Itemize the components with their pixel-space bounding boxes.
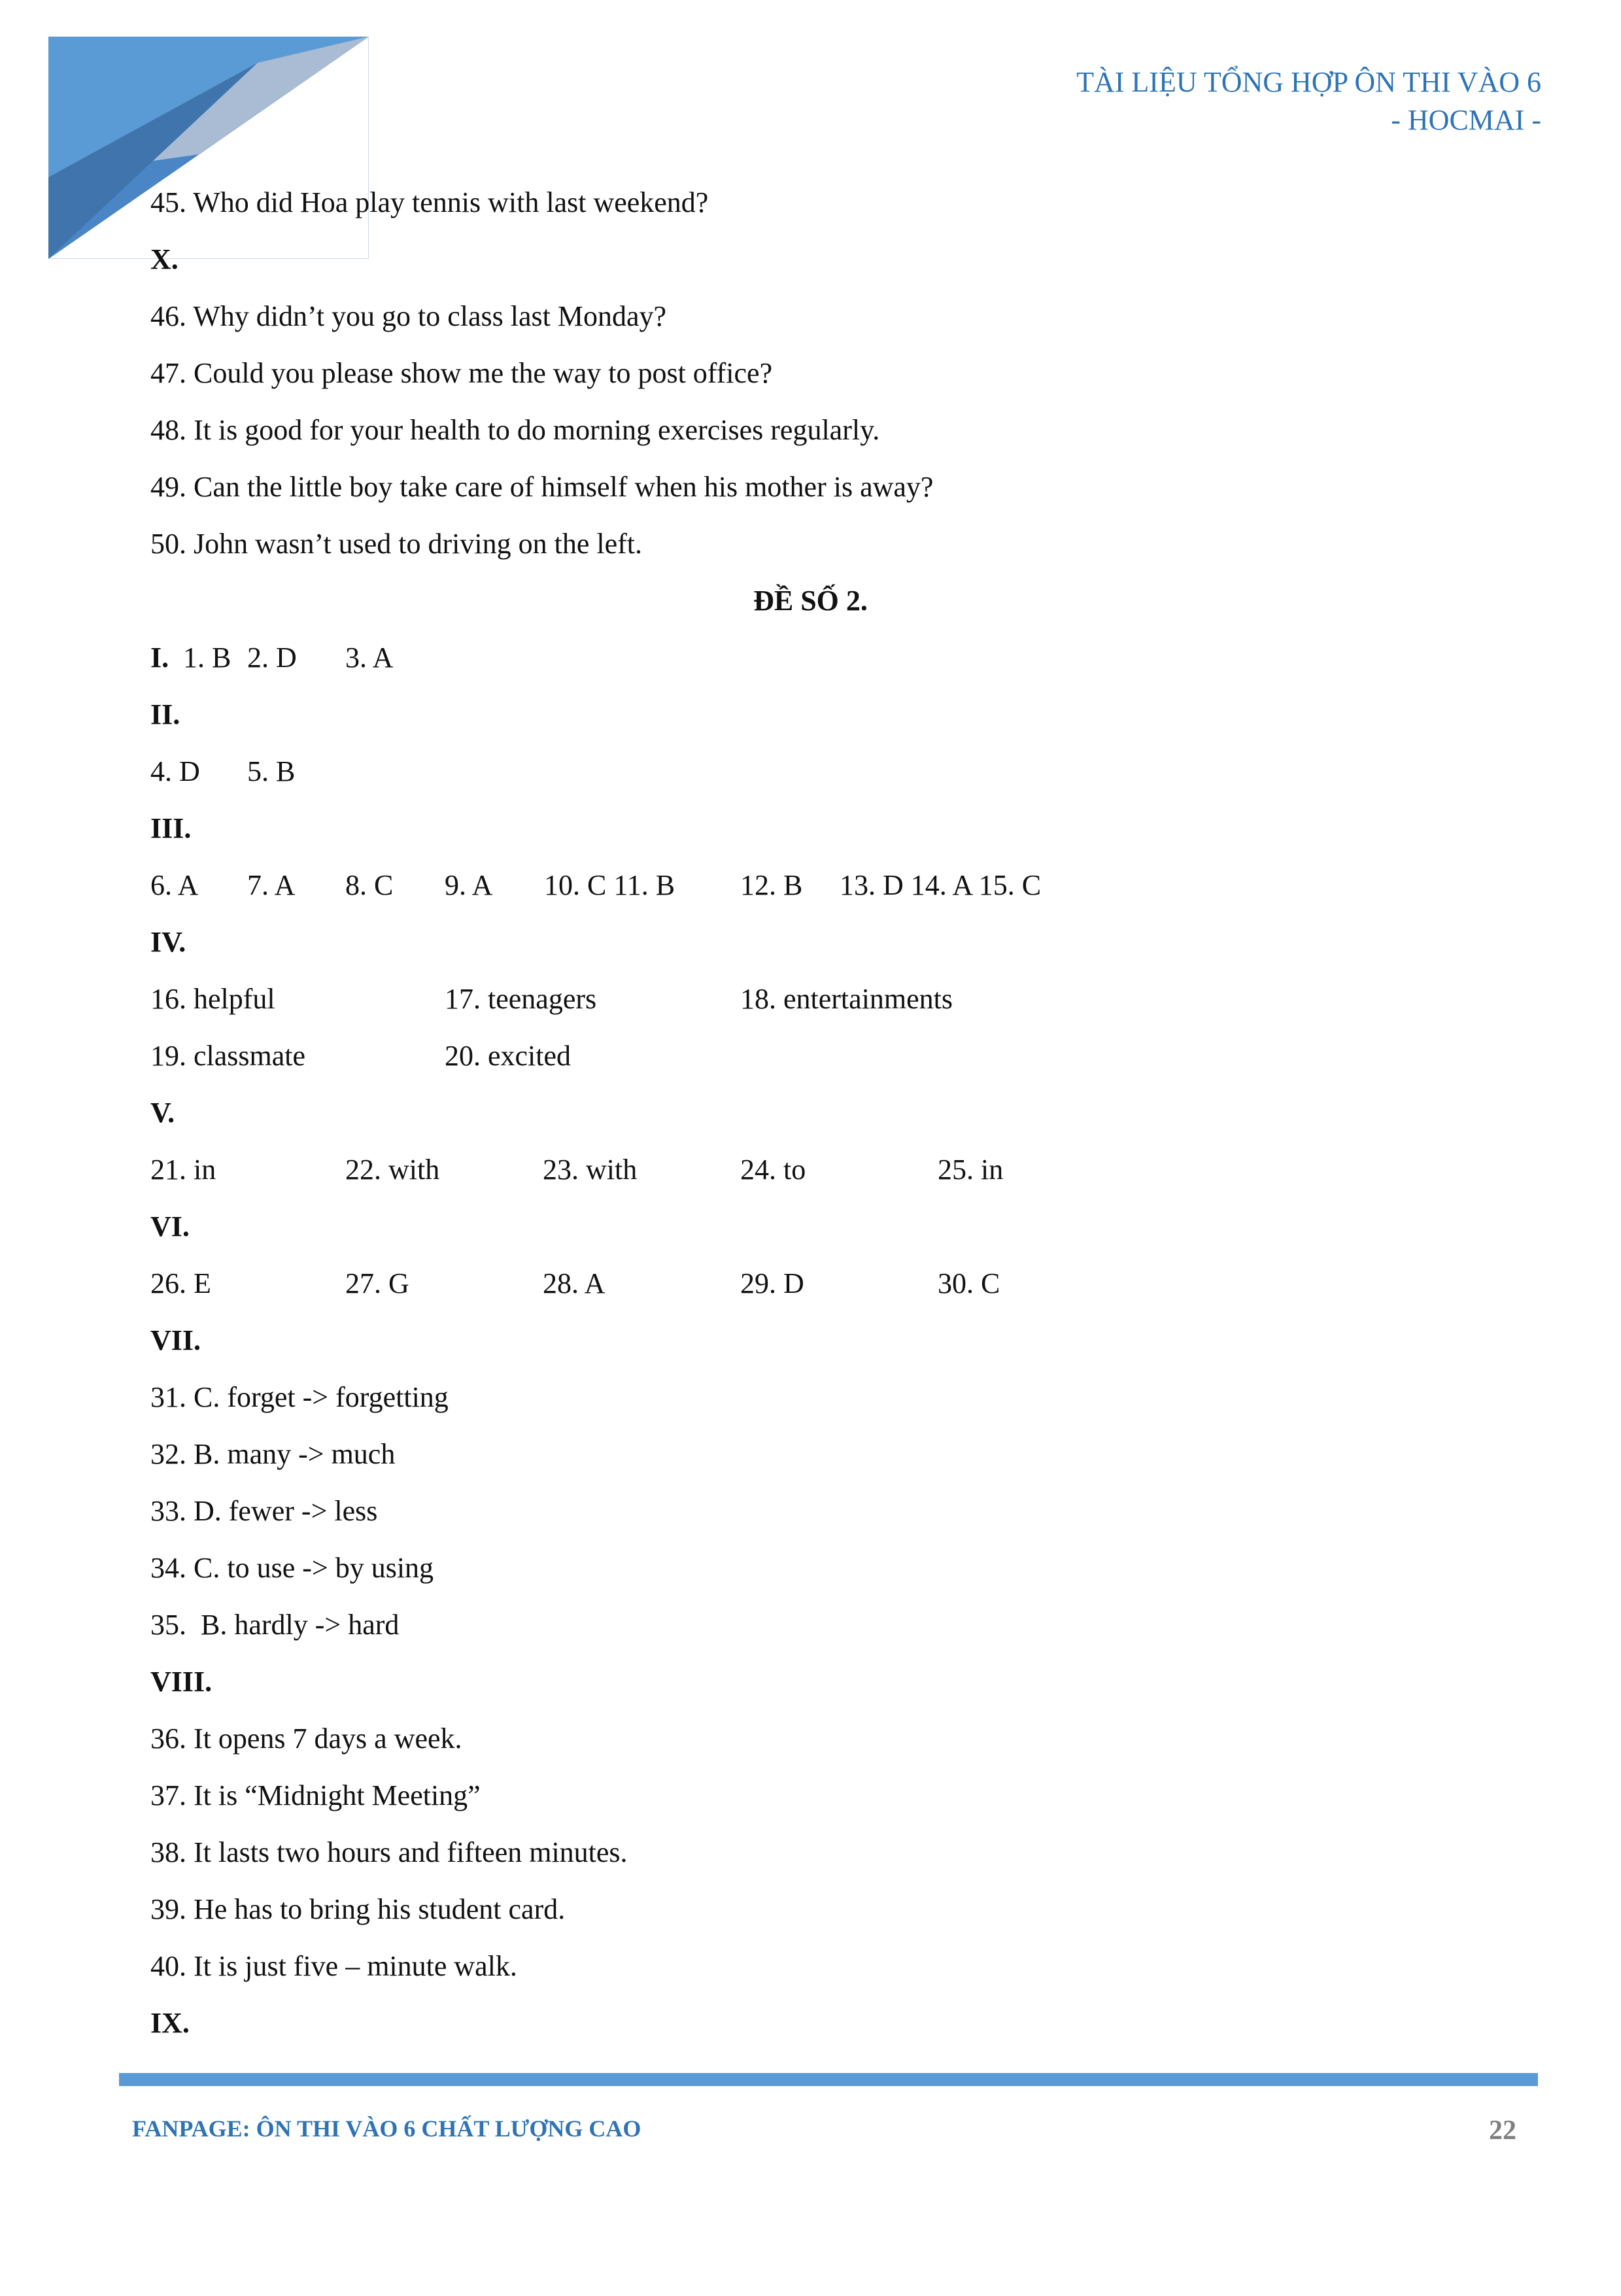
answer-32: 32. B. many -> much xyxy=(150,1438,396,1470)
answer-35: 35. B. hardly -> hard xyxy=(150,1609,400,1641)
answer-38: 38. It lasts two hours and fifteen minutes. xyxy=(150,1836,628,1868)
answer-34: 34. C. to use -> by using xyxy=(150,1552,434,1584)
answer-25: 25. in xyxy=(938,1154,1004,1186)
section-iv: IV. xyxy=(150,926,186,958)
answer-4: 4. D xyxy=(150,755,200,787)
section-vi: VI. xyxy=(150,1210,190,1242)
answer-47: 47. Could you please show me the way to post office? xyxy=(150,357,773,389)
answer-30: 30. C xyxy=(938,1267,1000,1299)
section-iii: III. xyxy=(150,812,192,844)
header-title: TÀI LIỆU TỔNG HỢP ÔN THI VÀO 6 xyxy=(1076,66,1541,98)
answer-46: 46. Why didn’t you go to class last Monday? xyxy=(150,300,667,332)
answer-22: 22. with xyxy=(345,1154,440,1186)
footer-divider xyxy=(119,2073,1538,2086)
answer-28: 28. A xyxy=(543,1267,606,1299)
section-i: I. xyxy=(150,642,169,674)
answer-9: 9. A xyxy=(445,869,493,901)
answer-26: 26. E xyxy=(150,1267,211,1299)
answer-10-11: 10. C 11. B xyxy=(544,869,675,901)
answer-1: 1. B xyxy=(183,642,231,674)
answer-31: 31. C. forget -> forgetting xyxy=(150,1381,449,1413)
answer-2: 2. D xyxy=(247,642,297,674)
answer-23: 23. with xyxy=(543,1154,638,1186)
section-ix: IX. xyxy=(150,2007,190,2039)
section-v: V. xyxy=(150,1097,175,1129)
footer-fanpage: FANPAGE: ÔN THI VÀO 6 CHẤT LƯỢNG CAO xyxy=(132,2116,641,2142)
answer-16: 16. helpful xyxy=(150,983,275,1015)
answer-6: 6. A xyxy=(150,869,199,901)
answer-37: 37. It is “Midnight Meeting” xyxy=(150,1779,481,1811)
header-corner-graphic xyxy=(48,37,369,259)
answer-40: 40. It is just five – minute walk. xyxy=(150,1950,517,1982)
answer-17: 17. teenagers xyxy=(445,983,597,1015)
answer-45: 45. Who did Hoa play tennis with last weekend? xyxy=(150,186,709,218)
answer-19: 19. classmate xyxy=(150,1040,306,1072)
section-x: X. xyxy=(150,243,179,275)
answer-13-15: 13. D 14. A 15. C xyxy=(840,869,1042,901)
answer-33: 33. D. fewer -> less xyxy=(150,1495,378,1527)
answer-5: 5. B xyxy=(247,755,296,787)
answer-8: 8. C xyxy=(345,869,394,901)
answer-48: 48. It is good for your health to do morning exercises regularly. xyxy=(150,414,880,446)
answer-20: 20. excited xyxy=(445,1040,572,1072)
answer-12: 12. B xyxy=(740,869,803,901)
answer-49: 49. Can the little boy take care of himself when his mother is away? xyxy=(150,471,934,503)
answer-18: 18. entertainments xyxy=(740,983,953,1015)
exam-heading: ĐỀ SỐ 2. xyxy=(753,585,868,617)
answer-3: 3. A xyxy=(345,642,394,674)
answer-7: 7. A xyxy=(247,869,296,901)
answer-36: 36. It opens 7 days a week. xyxy=(150,1722,462,1755)
answer-50: 50. John wasn’t used to driving on the left. xyxy=(150,528,642,560)
header-subtitle: - HOCMAI - xyxy=(1391,104,1541,136)
section-vii: VII. xyxy=(150,1324,201,1356)
page-number: 22 xyxy=(1489,2116,1516,2146)
answer-24: 24. to xyxy=(740,1154,806,1186)
section-ii: II. xyxy=(150,698,180,730)
answer-39: 39. He has to bring his student card. xyxy=(150,1893,566,1925)
answer-27: 27. G xyxy=(345,1267,409,1299)
section-viii: VIII. xyxy=(150,1666,213,1698)
answer-29: 29. D xyxy=(740,1267,804,1299)
answer-21: 21. in xyxy=(150,1154,216,1186)
